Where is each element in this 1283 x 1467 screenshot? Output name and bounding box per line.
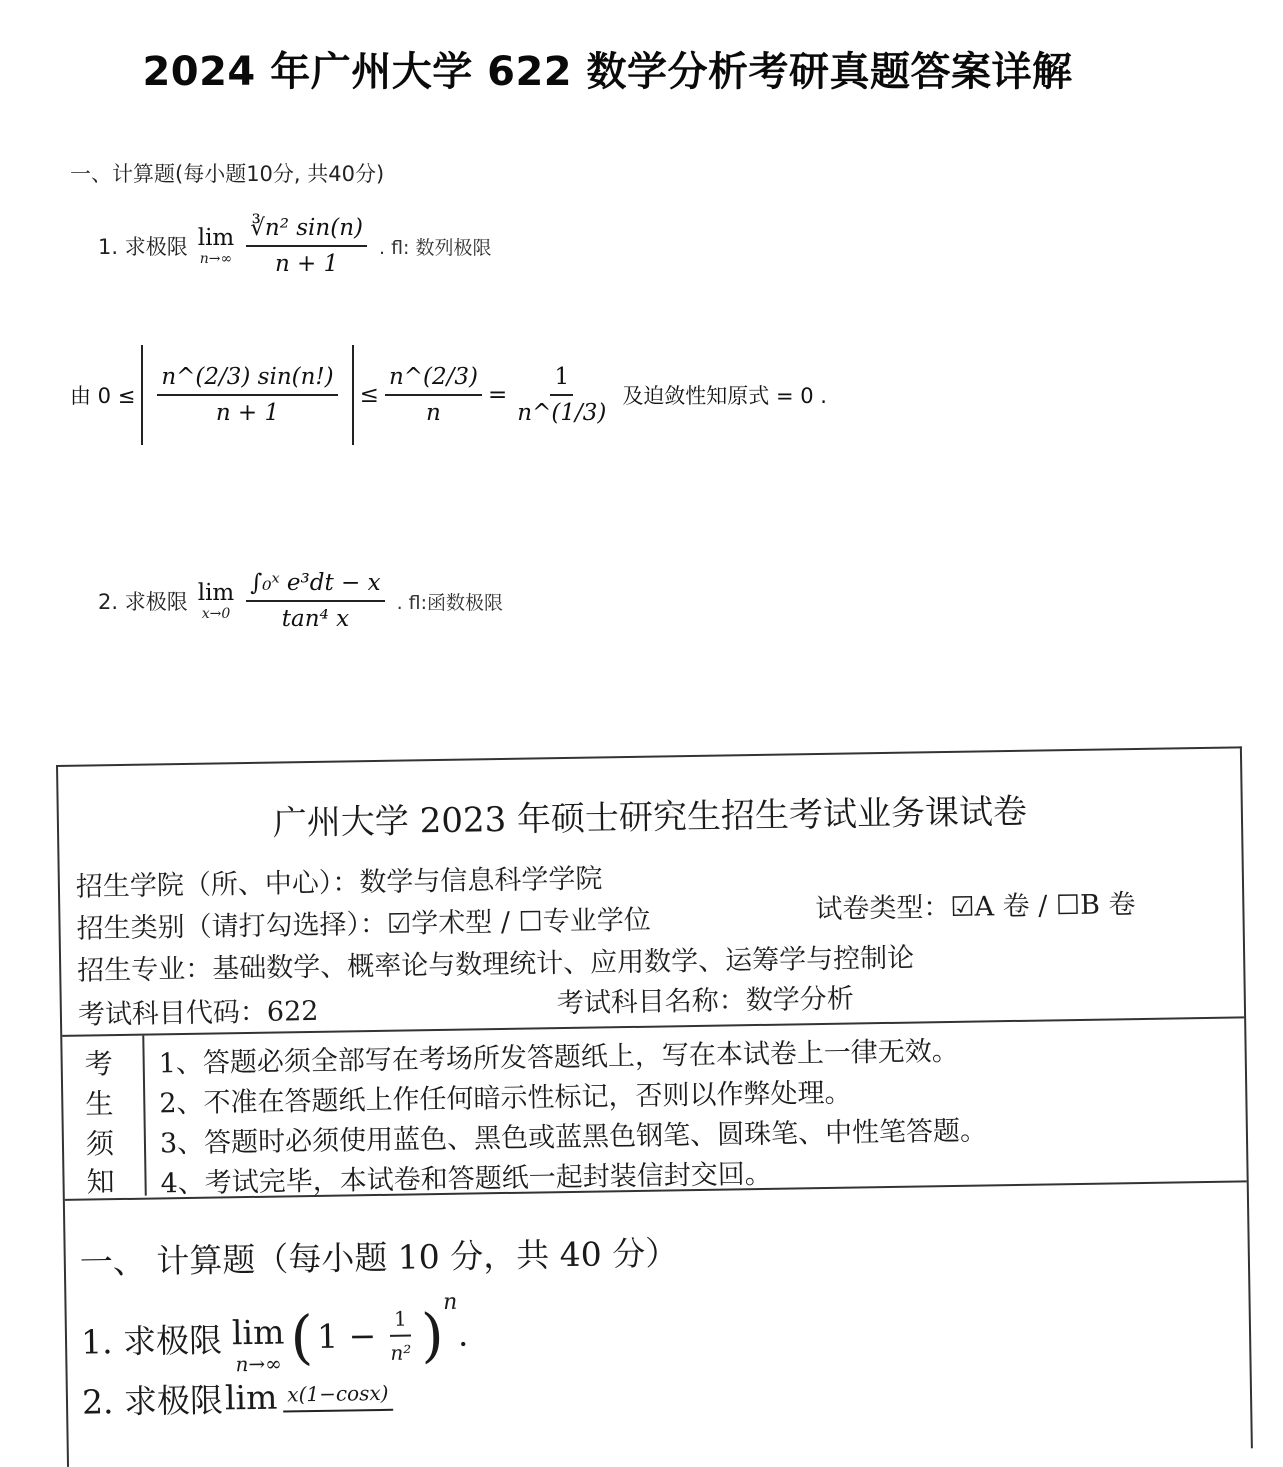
lim-subscript: n→∞ (235, 1351, 282, 1377)
limit-operator (232, 1312, 285, 1376)
limit-operator (198, 225, 235, 267)
lim-subscript: n→∞ (199, 251, 233, 267)
question-2 (98, 570, 503, 632)
lim-text: lim (197, 580, 235, 606)
le-sign: ≤ (359, 382, 379, 408)
denominator: n + 1 (274, 251, 339, 277)
question-2-prefix: 2. 求极限 (98, 590, 188, 614)
exam-q1-fraction (386, 1306, 416, 1364)
exam-question-1 (80, 1289, 469, 1379)
lim-text: lim (224, 1377, 278, 1418)
notice-rule: 4、考试完毕，本试卷和答题纸一起封装信封交回。 (160, 1158, 772, 1200)
bound-numerator: n^(2/3) (385, 364, 482, 396)
question-2-fraction (246, 570, 384, 632)
one-minus: 1 − (316, 1316, 377, 1356)
result-fraction (513, 364, 610, 426)
document-title: 2024 年广州大学 622 数学分析考研真题答案详解 (142, 49, 1073, 95)
college-line: 招生学院（所、中心）：数学与信息科学学院 (75, 863, 603, 903)
question-2-tag: . fl:函数极限 (396, 591, 504, 614)
result-numerator: 1 (550, 364, 573, 396)
period: . (457, 1314, 469, 1354)
notice-char: 须 (85, 1127, 115, 1161)
scanned-exam-sheet (56, 746, 1253, 1467)
equals-sign: = (487, 382, 508, 408)
abs-fraction (157, 364, 337, 426)
subject-code-line: 考试科目代码：622 (77, 995, 319, 1031)
question-1-fraction (246, 215, 367, 277)
open-paren: ( (289, 1302, 314, 1371)
numerator: 1 (390, 1306, 411, 1336)
notice-char: 知 (86, 1165, 115, 1199)
abs-denominator: n + 1 (215, 400, 280, 426)
notice-rule: 1、答题必须全部写在考场所发答题纸上，写在本试卷上一律无效。 (158, 1035, 960, 1080)
abs-numerator: n^(2/3) sin(n!) (157, 364, 337, 396)
paper-type-line: 试卷类型：☑A 卷 / ☐B 卷 (815, 889, 1136, 926)
close-paren: ) (420, 1300, 445, 1369)
numerator: x(1−cosx) (283, 1380, 393, 1412)
notice-char: 考 (84, 1047, 113, 1081)
question-1-prefix: 1. 求极限 (98, 235, 188, 259)
question-1 (98, 215, 491, 277)
numerator: ∛n² sin(n) (246, 215, 367, 247)
absolute-value (141, 345, 353, 445)
exam-question-2 (82, 1372, 399, 1424)
numerator: ∫₀ˣ e³dt − x (246, 570, 384, 602)
answer-tail: 及迫敛性知原式 = 0 . (622, 384, 827, 408)
denominator: tan⁴ x (281, 606, 350, 632)
notice-char: 生 (85, 1087, 114, 1121)
exam-q2-prefix: 2. 求极限 (81, 1380, 224, 1422)
lim-subscript: x→0 (201, 606, 231, 622)
result-denominator: n^(1/3) (517, 400, 607, 426)
category-line: 招生类别（请打勾选择）：☑学术型 / ☐专业学位 (76, 904, 651, 945)
notice-rule: 3、答题时必须使用蓝色、黑色或蓝黑色钢笔、圆珠笔、中性笔答题。 (159, 1115, 988, 1160)
bound-fraction (385, 364, 482, 426)
major-line: 招生专业：基础数学、概率论与数理统计、应用数学、运筹学与控制论 (76, 942, 915, 987)
denominator: n² (390, 1339, 412, 1365)
subject-name-line: 考试科目名称：数学分析 (556, 983, 855, 1020)
lim-text: lim (197, 225, 235, 251)
lim-text: lim (231, 1312, 285, 1353)
limit-operator (198, 580, 235, 622)
exam-q2-fraction (283, 1380, 393, 1412)
notice-label-box (62, 1036, 147, 1197)
bound-denominator: n (426, 400, 441, 426)
question-1-answer (70, 345, 827, 445)
part-header: 一、 计算题（每小题 10 分，共 40 分） (79, 1233, 679, 1282)
exam-q1-prefix: 1. 求极限 (80, 1320, 223, 1362)
question-1-tag: . fl: 数列极限 (378, 236, 492, 259)
exam-title: 广州大学 2023 年硕士研究生招生考试业务课试卷 (272, 791, 1028, 844)
notice-rule: 2、不准在答题纸上作任何暗示性标记，否则以作弊处理。 (159, 1077, 852, 1120)
power: n (443, 1289, 458, 1315)
answer-lead: 由 0 ≤ (70, 384, 136, 408)
section-header: 一、计算题(每小题10分, 共40分) (70, 162, 385, 186)
